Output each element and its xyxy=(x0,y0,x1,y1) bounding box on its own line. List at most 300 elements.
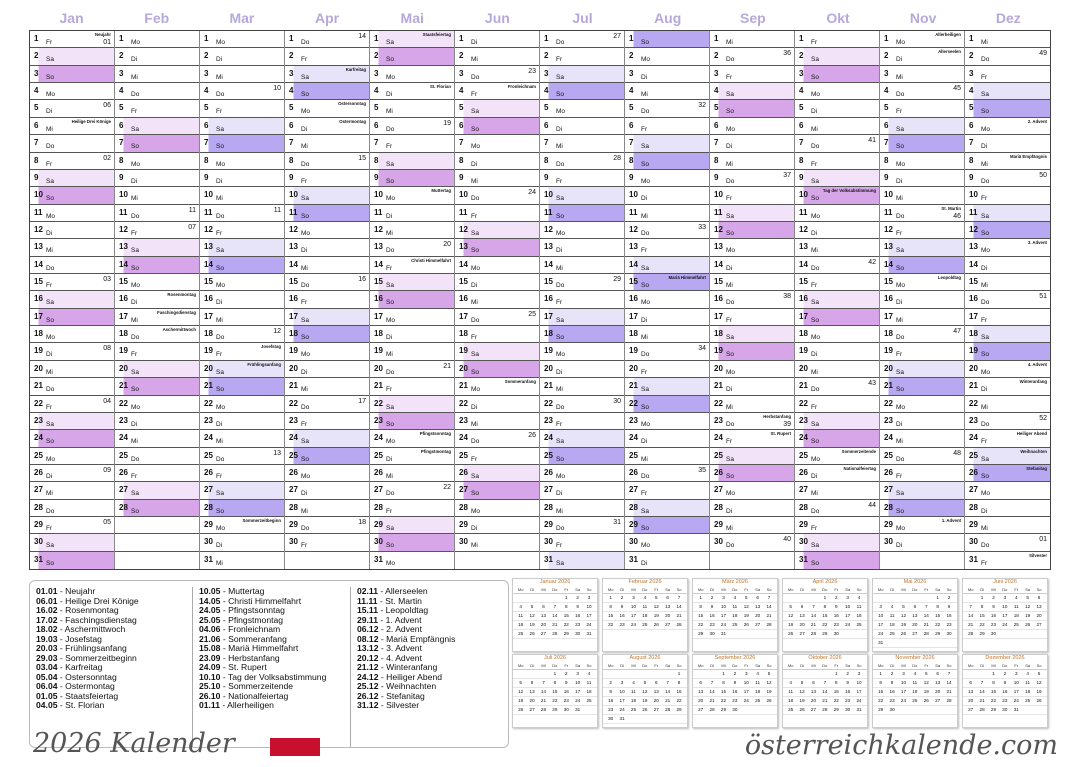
week-number: 16 xyxy=(358,276,366,284)
day-number: 17 xyxy=(459,311,468,321)
weekday-label: Fr xyxy=(641,247,648,255)
day-cell xyxy=(115,48,199,65)
day-cell xyxy=(625,48,709,65)
day-cell xyxy=(115,135,199,152)
week-number: 21 xyxy=(443,362,451,370)
day-cell xyxy=(455,534,539,551)
day-cell xyxy=(965,257,1050,274)
day-cell xyxy=(795,31,879,48)
day-number: 27 xyxy=(374,485,383,495)
day-cell xyxy=(880,430,964,447)
holiday-label: Sommeranfang xyxy=(504,379,536,385)
month-header-nov: Nov xyxy=(909,10,937,26)
day-number: 25 xyxy=(289,450,298,460)
weekday-label: Fr xyxy=(641,368,648,376)
day-number: 2 xyxy=(714,51,719,61)
mini-calendar xyxy=(692,578,778,652)
day-cell xyxy=(370,291,454,308)
day-cell xyxy=(115,118,199,135)
day-cell xyxy=(370,274,454,291)
day-number: 19 xyxy=(884,346,893,356)
day-number: 8 xyxy=(884,155,889,165)
weekday-label: So xyxy=(46,73,54,81)
weekday-label: Di xyxy=(216,56,223,64)
day-number: 16 xyxy=(884,294,893,304)
day-cell xyxy=(30,100,114,117)
day-cell xyxy=(370,118,454,135)
day-cell xyxy=(795,83,879,100)
day-cell xyxy=(285,239,369,256)
weekday-label: Di xyxy=(386,91,393,99)
day-number: 28 xyxy=(289,502,298,512)
day-cell xyxy=(795,482,879,499)
legend-item: 20.03 - Frühlingsanfang xyxy=(36,643,127,653)
legend-item: 25.10 - Sommerzeitende xyxy=(198,681,294,691)
day-cell xyxy=(710,413,794,430)
weekday-label: Mo xyxy=(386,73,396,81)
weekday-label: Di xyxy=(301,247,308,255)
weekday-label: Di xyxy=(556,490,563,498)
week-number: 31 xyxy=(613,519,621,527)
legend-item: 11.11 - St. Martin xyxy=(356,595,422,606)
weekday-label: So xyxy=(131,507,139,515)
day-cell xyxy=(540,291,624,308)
day-cell xyxy=(115,465,199,482)
day-cell xyxy=(710,448,794,465)
weekday-label: Mi xyxy=(726,525,733,533)
weekday-label: Sa xyxy=(386,282,394,290)
day-number: 28 xyxy=(799,502,808,512)
weekday-label: Mi xyxy=(726,282,733,290)
weekday-label: Mo xyxy=(471,143,481,151)
day-number: 23 xyxy=(459,415,468,425)
day-cell xyxy=(200,343,284,360)
mini-calendar xyxy=(782,654,868,728)
day-cell xyxy=(540,83,624,100)
weekday-label: Do xyxy=(301,160,310,168)
weekday-label: Sa xyxy=(46,56,54,64)
mini-weekday-row: Mo Di Mi Do Fr Sa So xyxy=(783,586,867,594)
day-cell xyxy=(540,100,624,117)
day-cell xyxy=(965,239,1050,256)
day-number: 14 xyxy=(119,259,128,269)
day-cell xyxy=(965,31,1050,48)
day-cell xyxy=(880,413,964,430)
weekday-label: Fr xyxy=(46,39,53,46)
day-number: 21 xyxy=(34,381,43,391)
weekday-label: Mo xyxy=(46,212,56,220)
day-number: 9 xyxy=(204,172,209,182)
day-cell xyxy=(30,413,114,430)
weekday-label: Sa xyxy=(301,438,309,446)
day-cell xyxy=(30,291,114,308)
day-cell xyxy=(200,222,284,239)
day-number: 29 xyxy=(204,520,213,530)
week-number: 01 xyxy=(103,39,111,46)
weekday-label: Sa xyxy=(556,438,564,446)
day-number: 17 xyxy=(629,311,638,321)
mini-calendar-title: November 2026 xyxy=(895,655,935,661)
mini-calendar-title: September 2026 xyxy=(714,655,756,661)
day-cell xyxy=(965,552,1050,569)
week-number: 20 xyxy=(443,241,451,249)
weekday-label: Mi xyxy=(301,143,308,151)
weekday-label: So xyxy=(981,229,989,237)
weekday-label: Sa xyxy=(131,125,139,133)
weekday-label: Do xyxy=(301,403,310,411)
legend-item: 01.11 - Allerheiligen xyxy=(198,700,274,710)
holiday-label: Josefstag xyxy=(260,344,281,350)
day-cell xyxy=(285,413,369,430)
day-number: 4 xyxy=(204,86,209,96)
day-number: 28 xyxy=(629,502,638,512)
day-number: 30 xyxy=(714,537,723,547)
mini-week-row: 10 11 12 13 14 15 16 xyxy=(873,612,957,621)
day-cell xyxy=(710,430,794,447)
weekday-label: Di xyxy=(301,368,308,376)
day-number: 11 xyxy=(289,207,298,217)
day-number: 5 xyxy=(204,103,209,113)
weekday-label: Mo xyxy=(641,420,651,428)
mini-calendar xyxy=(602,578,688,652)
weekday-label: So xyxy=(896,386,904,394)
mini-week-row: 6 7 8 9 10 11 12 xyxy=(693,679,777,688)
day-cell xyxy=(285,309,369,326)
day-number: 19 xyxy=(544,346,553,356)
holiday-label: Winteranfang xyxy=(1019,379,1047,385)
legend-item: 24.09 - St. Rupert xyxy=(198,662,267,672)
day-cell xyxy=(540,31,624,48)
day-cell xyxy=(370,430,454,447)
weekday-label: Fr xyxy=(131,351,138,359)
day-number: 24 xyxy=(459,433,468,443)
weekday-label: Do xyxy=(471,195,480,203)
weekday-label: Fr xyxy=(981,195,988,203)
weekday-label: Sa xyxy=(471,472,479,480)
weekday-label: Di xyxy=(981,143,988,151)
week-number: 39 xyxy=(783,420,791,428)
day-cell xyxy=(965,517,1050,534)
holiday-label: Faschingsdienstag xyxy=(157,309,196,315)
day-number: 4 xyxy=(629,86,634,96)
day-cell xyxy=(370,153,454,170)
day-cell xyxy=(455,291,539,308)
day-cell xyxy=(285,257,369,274)
weekday-label: Di xyxy=(46,229,53,237)
day-cell xyxy=(30,48,114,65)
weekday-label: Do xyxy=(981,542,990,550)
week-number: 24 xyxy=(528,189,536,197)
day-cell xyxy=(285,83,369,100)
holiday-label: Tag der Volksabstimmung xyxy=(822,188,876,194)
day-cell xyxy=(30,378,114,395)
day-number: 16 xyxy=(459,294,468,304)
day-cell xyxy=(795,430,879,447)
holiday-label: Staatsfeiertag xyxy=(422,32,451,37)
day-cell xyxy=(200,500,284,517)
weekday-label: Sa xyxy=(726,91,734,99)
weekday-label: So xyxy=(131,143,139,151)
day-number: 29 xyxy=(884,520,893,530)
mini-calendar-title: August 2026 xyxy=(629,655,661,661)
day-cell xyxy=(625,378,709,395)
day-cell xyxy=(200,66,284,83)
day-cell xyxy=(30,430,114,447)
weekday-label: Mo xyxy=(386,559,396,567)
day-number: 25 xyxy=(119,450,128,460)
weekday-label: Sa xyxy=(726,455,734,463)
day-cell xyxy=(625,361,709,378)
day-number: 9 xyxy=(799,172,804,182)
mini-week-row: 11 12 13 14 15 16 17 xyxy=(513,612,597,621)
day-cell xyxy=(795,552,879,569)
day-cell xyxy=(30,552,114,569)
day-number: 11 xyxy=(119,207,128,217)
weekday-label: Sa xyxy=(386,403,394,411)
day-cell xyxy=(880,83,964,100)
weekday-label: Mi xyxy=(471,56,478,64)
day-cell xyxy=(285,430,369,447)
day-cell xyxy=(200,465,284,482)
day-cell xyxy=(540,274,624,291)
day-cell xyxy=(795,170,879,187)
day-cell xyxy=(455,100,539,117)
weekday-label: Di xyxy=(301,125,308,133)
weekday-label: Di xyxy=(641,195,648,203)
day-number: 31 xyxy=(969,554,978,564)
mini-week-row: 17 18 19 20 21 22 23 xyxy=(873,621,957,630)
weekday-label: Mo xyxy=(46,455,56,463)
day-number: 29 xyxy=(714,520,723,530)
day-number: 7 xyxy=(544,138,549,148)
day-number: 2 xyxy=(799,51,804,61)
day-cell xyxy=(30,448,114,465)
week-number: 11 xyxy=(188,206,196,214)
weekday-label: Sa xyxy=(896,490,904,498)
weekday-label: Mi xyxy=(981,39,988,46)
day-number: 20 xyxy=(204,363,213,373)
day-number: 4 xyxy=(714,86,719,96)
mini-weekday-row: Mo Di Mi Do Fr Sa So xyxy=(693,586,777,594)
day-cell xyxy=(965,500,1050,517)
weekday-label: Mi xyxy=(641,455,648,463)
week-number: 29 xyxy=(613,276,621,284)
day-number: 1 xyxy=(119,34,124,43)
day-number: 18 xyxy=(374,329,383,339)
weekday-label: Do xyxy=(216,455,225,463)
mini-calendars xyxy=(512,578,1052,748)
day-cell xyxy=(880,66,964,83)
weekday-label: Sa xyxy=(981,91,989,99)
legend-item: 29.11 - 1. Advent xyxy=(356,614,422,625)
weekday-label: Fr xyxy=(131,472,138,480)
weekday-label: Di xyxy=(556,247,563,255)
mini-week-row: 25 26 27 28 29 30 31 xyxy=(513,630,597,639)
weekday-label: Mo xyxy=(981,125,991,133)
day-cell xyxy=(370,239,454,256)
holiday-label: Mariä Empfängnis xyxy=(1009,153,1047,159)
weekday-label: Sa xyxy=(726,334,734,342)
weekday-label: Di xyxy=(131,420,138,428)
week-number: 41 xyxy=(868,137,876,145)
day-cell xyxy=(795,222,879,239)
day-cell xyxy=(200,378,284,395)
day-number: 10 xyxy=(119,190,128,200)
weekday-label: So xyxy=(386,56,394,64)
day-cell xyxy=(710,274,794,291)
day-number: 20 xyxy=(969,363,978,373)
day-cell xyxy=(285,187,369,204)
day-number: 11 xyxy=(544,207,553,217)
day-number: 30 xyxy=(289,537,298,547)
day-number: 1 xyxy=(289,34,294,43)
holiday-label: Neujahr xyxy=(95,32,111,37)
mini-week-row: 28 29 30 xyxy=(963,630,1047,639)
day-cell xyxy=(30,31,114,48)
weekday-label: Do xyxy=(896,334,905,342)
day-number: 10 xyxy=(204,190,213,200)
day-number: 7 xyxy=(374,138,379,148)
week-number: 03 xyxy=(103,276,111,284)
day-cell xyxy=(965,274,1050,291)
day-number: 18 xyxy=(799,329,808,339)
weekday-label: Do xyxy=(811,507,820,515)
mini-week-row: 9 10 11 12 13 14 15 xyxy=(603,688,687,697)
day-number: 30 xyxy=(34,537,43,547)
day-cell xyxy=(625,396,709,413)
weekday-label: So xyxy=(216,264,224,272)
day-cell xyxy=(880,309,964,326)
day-cell xyxy=(710,83,794,100)
day-cell xyxy=(370,361,454,378)
day-cell xyxy=(30,517,114,534)
weekday-label: Fr xyxy=(131,108,138,116)
weekday-label: Mi xyxy=(301,386,308,394)
legend-item: 21.06 - Sommeranfang xyxy=(198,633,287,644)
day-cell xyxy=(115,500,199,517)
weekday-label: Sa xyxy=(301,195,309,203)
day-number: 6 xyxy=(34,120,39,130)
holiday-label: Mariä Himmelfahrt xyxy=(668,275,706,281)
mini-calendar-title: Juni 2026 xyxy=(993,579,1017,585)
weekday-label: So xyxy=(301,91,309,99)
day-number: 11 xyxy=(374,207,383,217)
day-cell xyxy=(540,66,624,83)
week-number: 27 xyxy=(613,33,621,40)
day-number: 5 xyxy=(289,103,294,113)
day-number: 22 xyxy=(544,398,553,408)
day-cell xyxy=(625,482,709,499)
weekday-label: Mo xyxy=(386,316,396,324)
weekday-label: Di xyxy=(811,229,818,237)
day-cell xyxy=(625,517,709,534)
empty-cell xyxy=(710,552,794,569)
day-number: 3 xyxy=(204,68,209,78)
legend-item: 15.11 - Leopoldtag xyxy=(356,605,429,615)
weekday-label: Fr xyxy=(726,195,733,203)
day-cell xyxy=(370,135,454,152)
weekday-label: So xyxy=(641,282,649,290)
day-number: 12 xyxy=(799,224,808,234)
weekday-label: Mi xyxy=(301,507,308,515)
day-number: 22 xyxy=(119,398,128,408)
mini-week-row: 13 14 15 16 17 18 19 xyxy=(693,688,777,697)
day-cell xyxy=(795,517,879,534)
weekday-label: Sa xyxy=(726,212,734,220)
weekday-label: Mi xyxy=(641,334,648,342)
day-cell xyxy=(710,222,794,239)
day-number: 5 xyxy=(629,103,634,113)
day-cell xyxy=(965,448,1050,465)
weekday-label: So xyxy=(386,420,394,428)
month-column-aug xyxy=(625,31,710,569)
day-number: 13 xyxy=(714,242,723,252)
day-cell xyxy=(540,118,624,135)
week-number: 15 xyxy=(358,154,366,162)
weekday-label: Do xyxy=(726,56,735,64)
day-number: 20 xyxy=(714,363,723,373)
day-number: 26 xyxy=(544,467,553,477)
day-cell xyxy=(200,118,284,135)
day-cell xyxy=(540,48,624,65)
legend-item: 06.01 - Heilige Drei Könige xyxy=(36,595,139,606)
day-number: 3 xyxy=(544,68,549,78)
day-number: 12 xyxy=(969,224,978,234)
weekday-label: Mo xyxy=(471,386,481,394)
weekday-label: Do xyxy=(386,490,395,498)
weekday-label: Fr xyxy=(471,455,478,463)
empty-cell xyxy=(285,552,369,569)
weekday-label: Mi xyxy=(216,438,223,446)
austria-flag-icon xyxy=(270,738,320,756)
weekday-label: Mo xyxy=(386,438,396,446)
day-number: 6 xyxy=(374,120,379,130)
mini-week-row: 19 20 21 22 23 24 25 xyxy=(513,697,597,706)
weekday-label: So xyxy=(641,403,649,411)
weekday-label: Sa xyxy=(981,212,989,220)
day-number: 11 xyxy=(459,207,468,217)
day-cell xyxy=(285,500,369,517)
legend-item: 25.12 - Weihnachten xyxy=(356,681,437,691)
day-number: 30 xyxy=(204,537,213,547)
weekday-label: Di xyxy=(981,507,988,515)
mini-week-row: 4 5 6 7 8 9 10 xyxy=(783,679,867,688)
day-number: 16 xyxy=(289,294,298,304)
week-number: 06 xyxy=(103,102,111,110)
day-number: 11 xyxy=(884,207,893,217)
weekday-label: Mo xyxy=(726,368,736,376)
day-cell xyxy=(795,239,879,256)
day-number: 3 xyxy=(714,68,719,78)
day-number: 15 xyxy=(884,277,893,287)
day-number: 24 xyxy=(629,433,638,443)
legend-item: 03.04 - Karfreitag xyxy=(36,662,103,672)
day-number: 25 xyxy=(374,450,383,460)
day-cell xyxy=(710,187,794,204)
weekday-label: Sa xyxy=(471,108,479,116)
day-number: 29 xyxy=(544,520,553,530)
weekday-label: So xyxy=(556,212,564,220)
day-number: 12 xyxy=(204,224,213,234)
weekday-label: Di xyxy=(216,420,223,428)
day-number: 14 xyxy=(204,259,213,269)
empty-cell xyxy=(115,517,199,534)
day-cell xyxy=(625,153,709,170)
weekday-label: Di xyxy=(641,73,648,81)
legend-item: 16.02 - Rosenmontag xyxy=(36,605,119,615)
day-number: 27 xyxy=(34,485,43,495)
weekday-label: Sa xyxy=(386,160,394,168)
